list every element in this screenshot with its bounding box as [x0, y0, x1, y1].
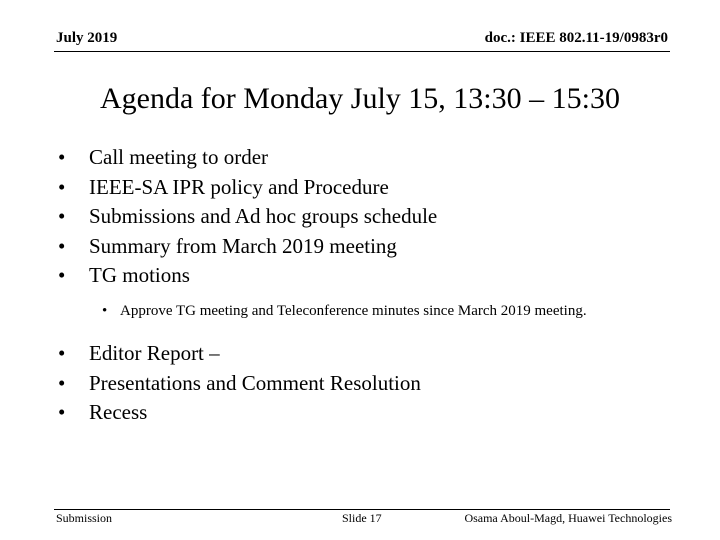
agenda-item-label: Recess	[89, 400, 148, 424]
bullet-icon: •	[58, 204, 66, 228]
footer-submission: Submission	[56, 511, 113, 525]
bullet-icon: •	[58, 341, 66, 365]
header-doc-id: doc.: IEEE 802.11-19/0983r0	[484, 30, 668, 46]
bullet-icon: •	[58, 145, 66, 169]
agenda-item-call-meeting	[58, 143, 437, 173]
bullet-icon: •	[58, 400, 66, 424]
footer-author: Osama Aboul-Magd, Huawei Technologies	[464, 511, 672, 525]
agenda-subitem-approve-minutes	[102, 303, 642, 319]
footer-divider	[54, 509, 670, 510]
bullet-icon: •	[58, 233, 66, 258]
agenda-item-label: IEEE-SA IPR policy and Procedure	[89, 174, 389, 199]
agenda-item-editor-report	[58, 339, 421, 369]
agenda-item-submissions	[58, 202, 437, 232]
agenda-item-ipr-policy	[58, 173, 437, 203]
agenda-item-recess	[58, 398, 421, 428]
agenda-sublist	[102, 303, 642, 319]
bullet-icon: •	[58, 370, 66, 395]
agenda-item-label: TG motions	[89, 263, 190, 287]
bullet-icon: •	[58, 263, 66, 287]
agenda-item-label: Editor Report –	[89, 341, 220, 365]
agenda-item-label: Presentations and Comment Resolution	[89, 370, 421, 395]
header-date: July 2019	[56, 30, 118, 46]
agenda-item-label: Call meeting to order	[89, 145, 269, 169]
agenda-item-label: Summary from March 2019 meeting	[89, 233, 397, 258]
agenda-subitem-label: Approve TG meeting and Teleconference minutes since March 2019 meeting.	[120, 303, 587, 319]
agenda-item-tg-motions	[58, 261, 437, 291]
bullet-icon: •	[58, 174, 66, 199]
slide-title: Agenda for Monday July 15, 13:30 – 15:30	[100, 82, 620, 115]
footer-slide-number: Slide 17	[342, 511, 382, 525]
agenda-item-presentations	[58, 369, 421, 399]
bullet-icon: •	[102, 303, 108, 319]
agenda-item-summary	[58, 232, 437, 262]
header-divider	[54, 51, 670, 52]
agenda-list-bottom	[58, 339, 421, 428]
agenda-list-top	[58, 143, 437, 291]
agenda-item-label: Submissions and Ad hoc groups schedule	[89, 204, 438, 228]
